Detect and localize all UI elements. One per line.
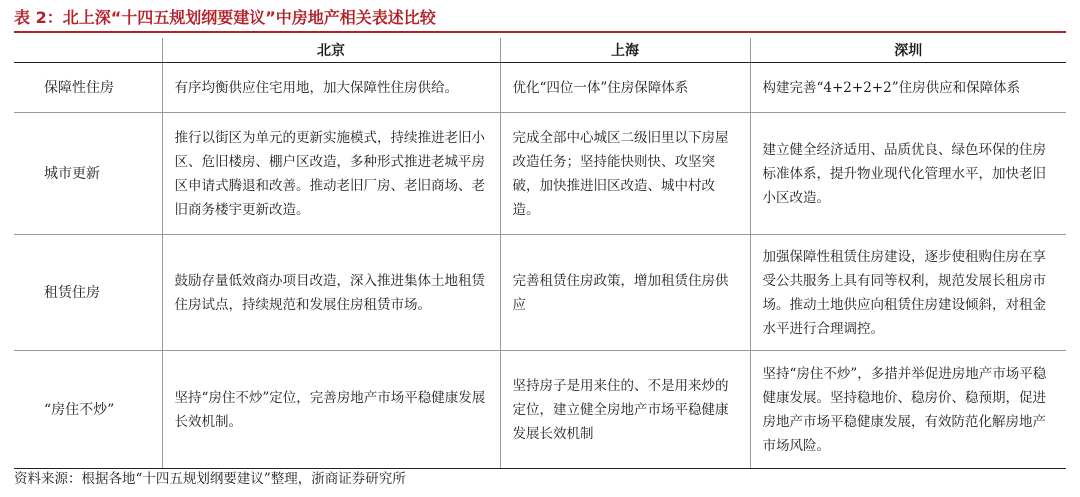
cell-shanghai: 坚持房子是用来住的、不是用来炒的定位，建立健全房地产市场平稳健康发展长效机制 <box>500 351 750 469</box>
header-shenzhen: 深圳 <box>750 38 1066 63</box>
row-category: 城市更新 <box>14 113 162 235</box>
table-caption: 表 2：北上深“十四五规划纲要建议”中房地产相关表述比较 <box>14 8 436 27</box>
cell-shanghai: 优化“四位一体”住房保障体系 <box>500 63 750 113</box>
caption-rule <box>14 31 1066 33</box>
header-category <box>14 38 162 63</box>
cell-shanghai: 完成全部中心城区二级旧里以下房屋改造任务；坚持能快则快、攻坚突破，加快推进旧区改造、城中村改造。 <box>500 113 750 235</box>
table-row <box>14 235 1066 351</box>
cell-beijing: 鼓励存量低效商办项目改造，深入推进集体土地租赁住房试点，持续规范和发展住房租赁市场。 <box>162 235 500 351</box>
cell-shenzhen: 坚持“房住不炒”，多措并举促进房地产市场平稳健康发展。坚持稳地价、稳房价、稳预期，促进房地产市场平稳健康发展，有效防范化解房地产市场风险。 <box>750 351 1066 469</box>
source-note: 资料来源：根据各地“十四五规划纲要建议”整理，浙商证券研究所 <box>14 471 406 487</box>
table-row <box>14 351 1066 469</box>
table-row <box>14 63 1066 113</box>
table-row <box>14 113 1066 235</box>
cell-shenzhen: 加强保障性租赁住房建设，逐步使租购住房在享受公共服务上具有同等权利，规范发展长租房市场。推动土地供应向租赁住房建设倾斜，对租金水平进行合理调控。 <box>750 235 1066 351</box>
header-beijing: 北京 <box>162 38 500 63</box>
table-header-row <box>14 38 1066 63</box>
cell-shanghai: 完善租赁住房政策，增加租赁住房供应 <box>500 235 750 351</box>
cell-shenzhen: 构建完善“4+2+2+2”住房供应和保障体系 <box>750 63 1066 113</box>
comparison-table <box>14 38 1066 469</box>
cell-beijing: 坚持“房住不炒”定位，完善房地产市场平稳健康发展长效机制。 <box>162 351 500 469</box>
cell-beijing: 推行以街区为单元的更新实施模式，持续推进老旧小区、危旧楼房、棚户区改造，多种形式推进老城平房区申请式腾退和改善。推动老旧厂房、老旧商场、老旧商务楼宇更新改造。 <box>162 113 500 235</box>
row-category: 租赁住房 <box>14 235 162 351</box>
header-shanghai: 上海 <box>500 38 750 63</box>
cell-beijing: 有序均衡供应住宅用地，加大保障性住房供给。 <box>162 63 500 113</box>
row-category: 保障性住房 <box>14 63 162 113</box>
cell-shenzhen: 建立健全经济适用、品质优良、绿色环保的住房标准体系，提升物业现代化管理水平，加快老旧小区改造。 <box>750 113 1066 235</box>
row-category: “房住不炒” <box>14 351 162 469</box>
